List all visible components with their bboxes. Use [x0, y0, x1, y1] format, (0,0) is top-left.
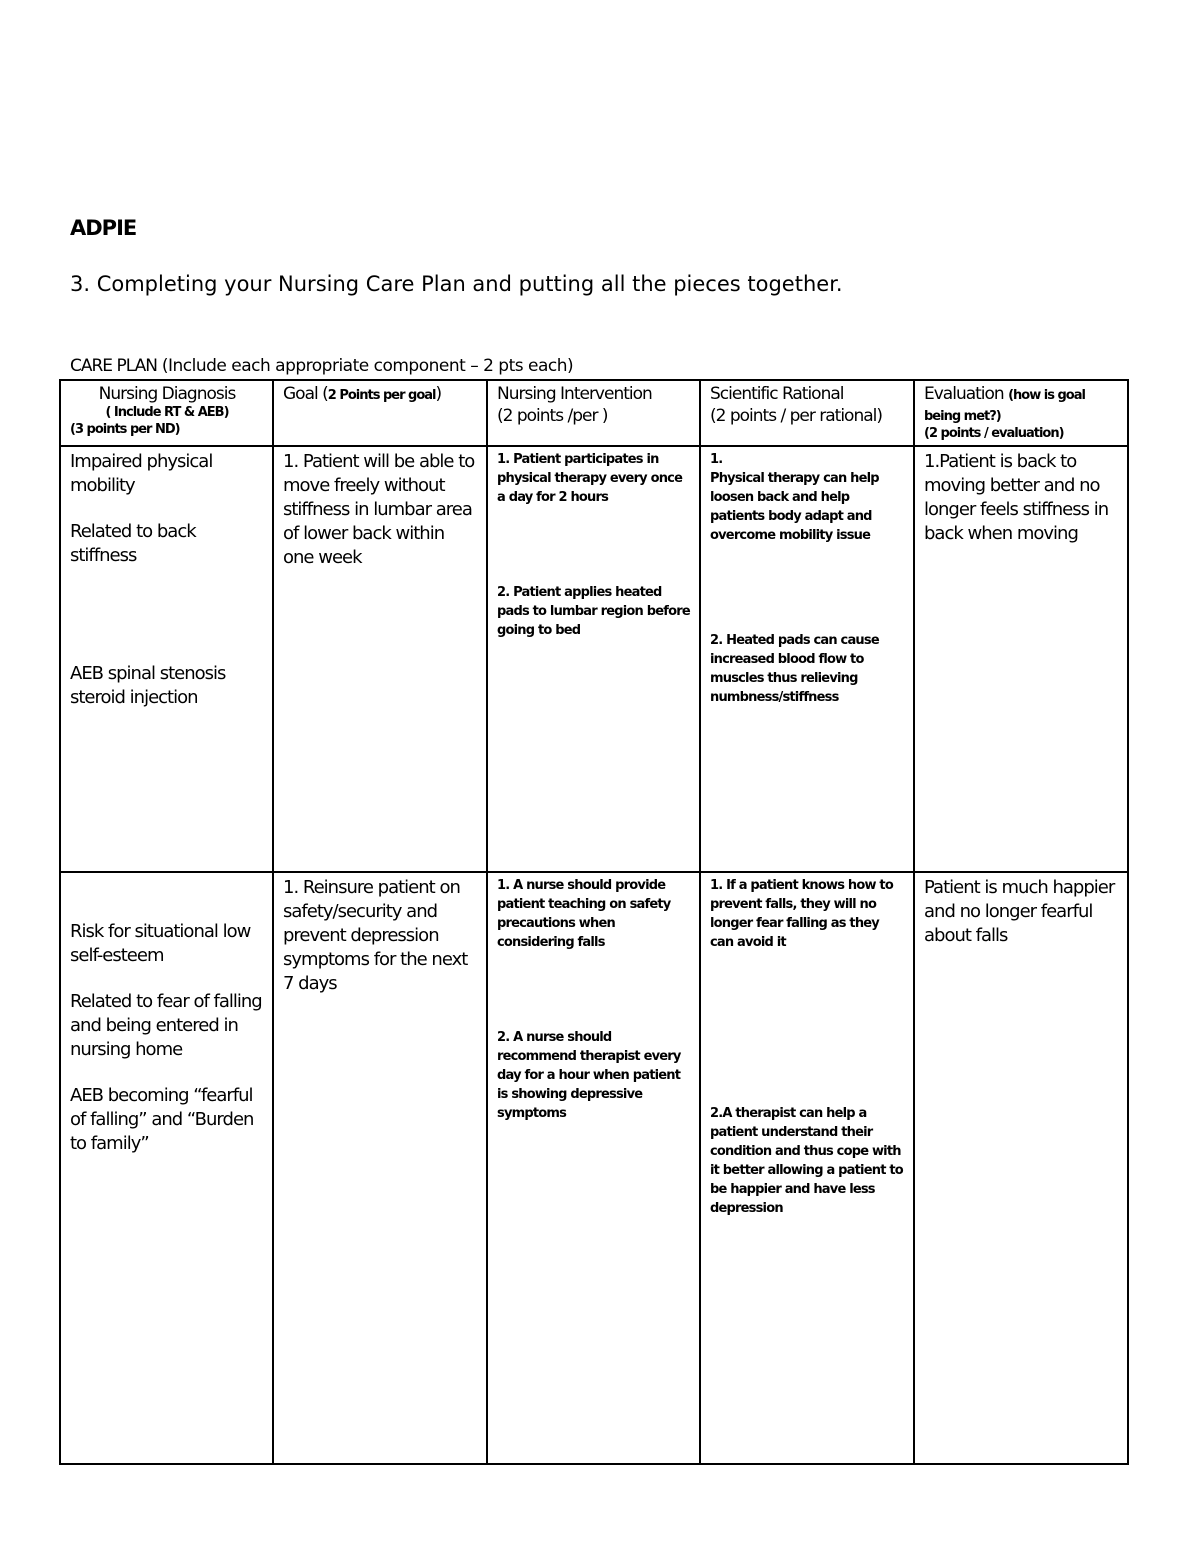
- rationale-item: 2.A therapist can help a patient understand their condition and thus cope with it better allowing a patient to be happier and have less depression: [710, 1106, 903, 1216]
- evaluation-text: Patient is much happier and no longer fearful about falls: [924, 877, 1115, 946]
- related-to-text: Related to back stiffness: [70, 521, 196, 566]
- header-intervention: [487, 380, 700, 446]
- evaluation-cell: [914, 446, 1128, 872]
- header-evaluation-title: Evaluation: [924, 384, 1009, 404]
- care-plan-caption: [70, 356, 573, 376]
- header-diagnosis: [60, 380, 273, 446]
- header-goal-close: ): [435, 384, 442, 404]
- intervention-item: 1. Patient participates in physical therapy every once a day for 2 hours: [497, 452, 683, 505]
- intervention-item: 2. A nurse should recommend therapist every day for a hour when patient is showing depressive symptoms: [497, 1030, 681, 1121]
- care-plan-table: [59, 379, 1129, 1465]
- header-diagnosis-note: ( Include RT & AEB): [105, 405, 229, 420]
- aeb-text: AEB becoming “fearful of falling” and “Burden to family”: [70, 1085, 254, 1154]
- aeb-text: AEB spinal stenosis steroid injection: [70, 663, 226, 708]
- header-intervention-title: Nursing Intervention: [497, 384, 652, 404]
- diagnosis-text: Risk for situational low self-esteem: [70, 921, 251, 966]
- header-intervention-points: (2 points /per ): [497, 406, 608, 426]
- evaluation-text: 1.Patient is back to moving better and no longer feels stiffness in back when moving: [924, 451, 1109, 544]
- caption-label: CARE PLAN: [70, 356, 157, 376]
- header-diagnosis-title: Nursing Diagnosis: [98, 384, 236, 404]
- table-row: [60, 446, 1128, 872]
- related-to-text: Related to fear of falling and being entered in nursing home: [70, 991, 262, 1060]
- rationale-number: 1.: [710, 452, 723, 467]
- diagnosis-cell: [60, 872, 273, 1464]
- header-rationale-points: (2 points / per rational): [710, 406, 882, 426]
- document-title: ADPIE: [70, 216, 137, 240]
- evaluation-cell: [914, 872, 1128, 1464]
- header-goal-title: Goal (: [283, 384, 328, 404]
- header-evaluation-note: (how is goal being met?): [924, 388, 1085, 424]
- goal-text: 1. Reinsure patient on safety/security and prevent depression symptoms for the next 7 days: [283, 877, 468, 994]
- instruction-text: 3. Completing your Nursing Care Plan and putting all the pieces together.: [70, 272, 843, 296]
- caption-note: (Include each appropriate component – 2 pts each): [156, 356, 574, 376]
- header-goal: [273, 380, 487, 446]
- header-rationale-title: Scientific Rational: [710, 384, 844, 404]
- rationale-cell: [700, 446, 914, 872]
- intervention-cell: [487, 872, 700, 1464]
- diagnosis-cell: [60, 446, 273, 872]
- header-evaluation-points: (2 points / evaluation): [924, 426, 1064, 441]
- table-row: [60, 872, 1128, 1464]
- header-rationale: [700, 380, 914, 446]
- intervention-item: 2. Patient applies heated pads to lumbar region before going to bed: [497, 585, 690, 638]
- header-diagnosis-points: (3 points per ND): [70, 422, 180, 437]
- goal-cell: [273, 446, 487, 872]
- intervention-cell: [487, 446, 700, 872]
- rationale-cell: [700, 872, 914, 1464]
- intervention-item: 1. A nurse should provide patient teaching on safety precautions when considering falls: [497, 878, 671, 950]
- diagnosis-text: Impaired physical mobility: [70, 451, 213, 496]
- header-evaluation: [914, 380, 1128, 446]
- goal-cell: [273, 872, 487, 1464]
- rationale-item: 2. Heated pads can cause increased blood flow to muscles thus relieving numbness/stiffness: [710, 633, 879, 705]
- header-goal-points: 2 Points per goal: [327, 388, 436, 403]
- goal-text: 1. Patient will be able to move freely without stiffness in lumbar area of lower back within one week: [283, 451, 475, 568]
- rationale-item: 1. If a patient knows how to prevent falls, they will no longer fear falling as they can avoid it: [710, 878, 893, 950]
- table-header-row: [60, 380, 1128, 446]
- rationale-item: Physical therapy can help loosen back and help patients body adapt and overcome mobility issue: [710, 471, 879, 543]
